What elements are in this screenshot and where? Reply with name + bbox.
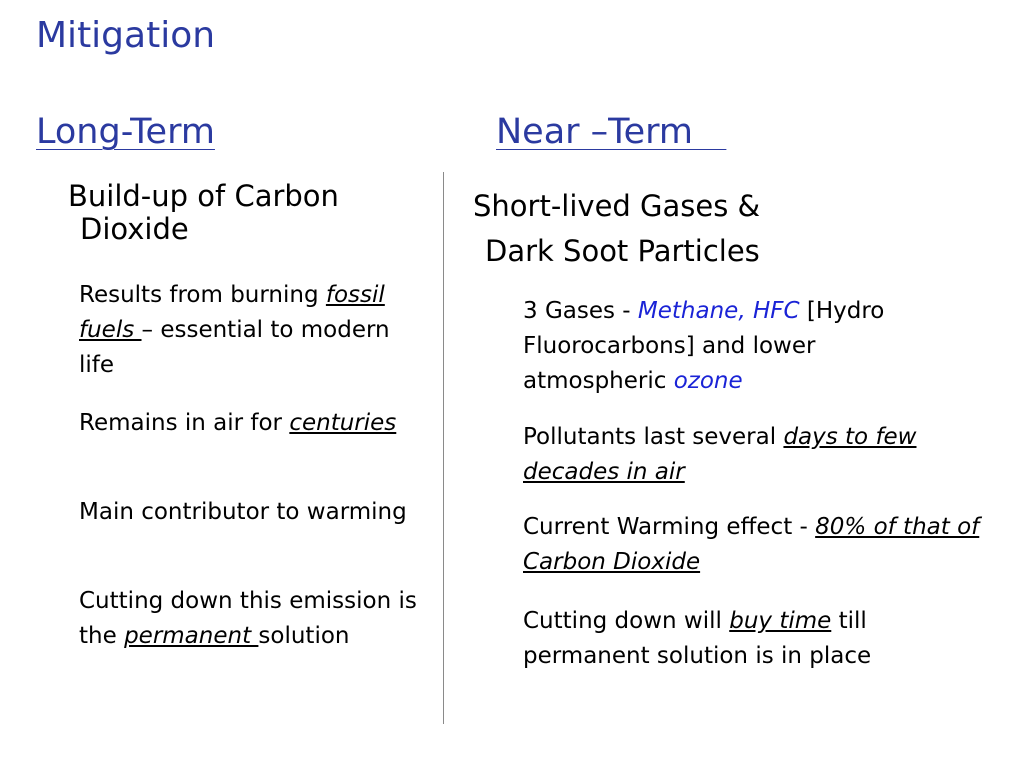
item-emphasis: ozone	[673, 368, 743, 394]
near-term-item-1	[523, 294, 963, 399]
near-term-item-3	[523, 510, 983, 580]
near-term-subheading	[473, 184, 893, 274]
item-text: Current Warming effect -	[523, 514, 816, 540]
long-term-subheading-line2: Dioxide	[80, 212, 189, 246]
item-text: – essential to modern life	[79, 317, 390, 378]
item-emphasis: fossil fuels	[79, 282, 385, 343]
item-text: Pollutants last several	[523, 424, 784, 450]
item-text: solution	[258, 623, 350, 649]
item-text: Cutting down this emission is the	[79, 588, 417, 649]
item-text: Remains in air for	[79, 410, 290, 436]
near-term-subheading-line2: Dark Soot Particles	[485, 234, 760, 268]
near-term-item-2	[523, 420, 963, 490]
near-term-heading: Near –Term	[496, 112, 727, 152]
item-emphasis: permanent	[124, 623, 259, 649]
item-text: Results from burning	[79, 282, 326, 308]
item-emphasis: Methane, HFC	[637, 298, 800, 324]
item-text: Cutting down will	[523, 608, 730, 634]
item-text: [Hydro Fluorocarbons] and lower atmospheric	[523, 298, 885, 394]
near-term-item-4	[523, 604, 983, 674]
long-term-heading: Long-Term	[36, 112, 215, 152]
item-emphasis: buy time	[729, 608, 832, 634]
page-title: Mitigation	[36, 15, 216, 56]
item-text: Main contributor to warming	[79, 499, 407, 525]
long-term-item-4	[79, 584, 429, 654]
long-term-item-3	[79, 495, 429, 530]
long-term-item-2	[79, 406, 429, 441]
item-text: till permanent solution is in place	[523, 608, 872, 669]
near-term-subheading-line1: Short-lived Gases &	[473, 189, 761, 223]
long-term-subheading	[68, 180, 428, 246]
item-text: 3 Gases -	[523, 298, 638, 324]
long-term-item-1	[79, 278, 429, 383]
long-term-subheading-line1: Build-up of Carbon	[68, 179, 339, 213]
item-emphasis: days to few decades in air	[523, 424, 917, 485]
column-divider	[443, 172, 444, 724]
item-emphasis: centuries	[289, 410, 397, 436]
item-emphasis: 80% of that of Carbon Dioxide	[523, 514, 980, 575]
